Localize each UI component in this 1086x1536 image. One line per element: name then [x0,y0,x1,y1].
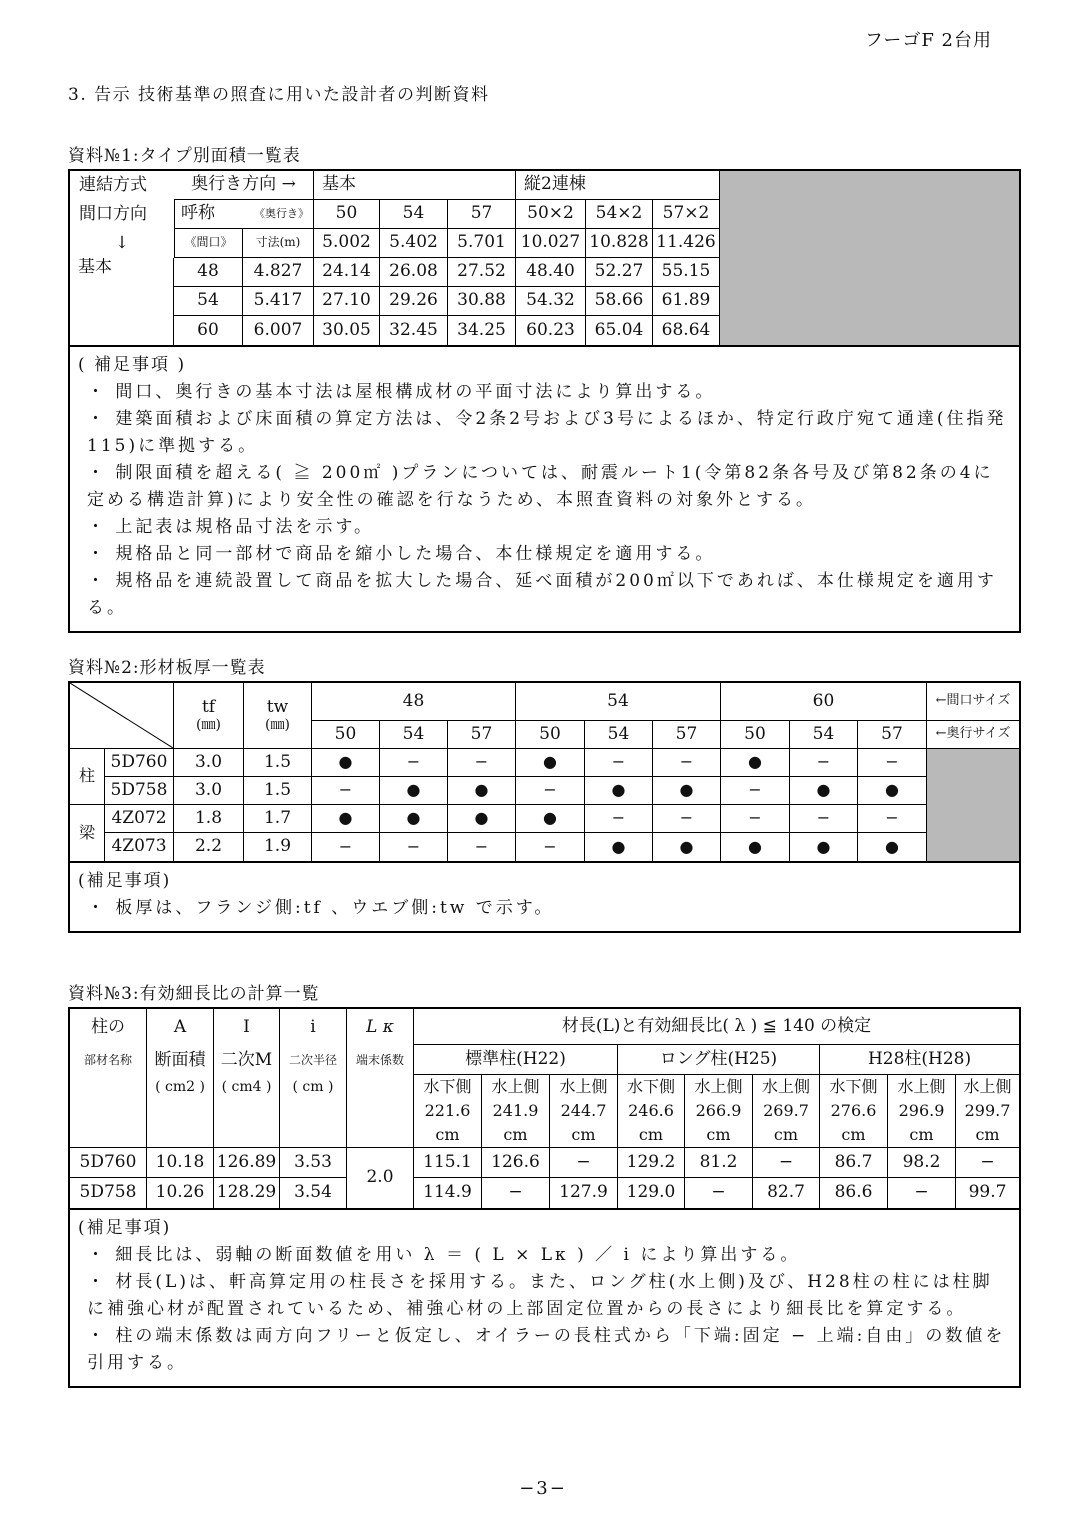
lambda-value: 81.2 [685,1148,753,1178]
area-value: 30.05 [314,316,380,345]
tw-header [244,683,312,749]
availability-mark: ● [312,749,380,777]
availability-mark: − [721,805,790,833]
depth-direction-header: 奥行き方向 → [174,171,314,200]
availability-mark: − [858,805,927,833]
span-group-header: 60 [721,683,927,721]
side-label: 水上側 [559,1077,608,1096]
area-value: 65.04 [586,316,653,345]
length-cell [685,1075,753,1148]
table3-notes [70,1210,1019,1386]
note-item: ・ 建築面積および床面積の算定方法は、令2条2号および3号によるほか、特定行政庁宛て通達(住指発115)に準拠する。 [87,409,1007,456]
availability-mark: ● [516,749,585,777]
availability-mark: − [585,805,653,833]
lambda-value: − [550,1148,618,1178]
depth-dim: 5.002 [314,229,380,258]
section-title: 3. 告示 技術基準の照査に用いた設計者の判断資料 [68,85,490,105]
tf-unit: (㎜) [196,717,221,734]
length-value: 221.6 [424,1101,471,1120]
tw-value: 1.7 [244,805,312,833]
member-h2: 部材名称 [83,1053,132,1067]
depth-name: 57×2 [653,200,720,229]
area-col-header [147,1009,214,1148]
group-header-basic: 基本 [314,171,516,200]
table2-corner-cell [70,683,174,749]
length-unit: cm [571,1125,596,1144]
length-cell [820,1075,888,1148]
lambda-value: 129.0 [618,1178,685,1208]
member-name: 5D760 [70,1148,147,1178]
table1-header-row-1 [70,171,720,200]
tw-value: 1.5 [244,749,312,777]
dim-value: 5.417 [243,287,314,316]
length-value: 299.7 [964,1101,1011,1120]
table1-box [68,169,1021,633]
availability-mark: ● [312,805,380,833]
area-value: 34.25 [448,316,516,345]
side-label: 水上側 [694,1077,743,1096]
member-col-header [70,1009,147,1148]
area-h1: A [173,1017,187,1037]
depth-size-label: ←奥行サイズ [927,721,1019,749]
length-unit: cm [975,1125,1000,1144]
note-item: ・ 間口、奥行きの基本寸法は屋根構成材の平面寸法により算出する。 [87,382,716,402]
depth-name: 54 [380,200,448,229]
availability-mark: ● [858,777,927,805]
note-item: ・ 柱の端末係数は両方向フリーと仮定し、オイラーの長柱式から「下端:固定 − 上端:自由」の数値を引用する。 [87,1326,1006,1373]
dim-label: 寸法(m) [243,229,314,258]
profile-name: 4Z073 [105,833,174,861]
length-cell [550,1075,618,1148]
lambda-value: 129.2 [618,1148,685,1178]
length-unit: cm [706,1125,731,1144]
area-value: 10.18 [147,1148,214,1178]
side-label: 水下側 [423,1077,472,1096]
tf-value: 2.2 [174,833,244,861]
corner-line2: 間口方向 [79,204,147,224]
availability-mark: ● [585,777,653,805]
area-value: 10.26 [147,1178,214,1208]
table2-title: 資料№2:形材板厚一覧表 [68,658,266,678]
table2 [70,683,1019,861]
availability-mark: ● [448,777,516,805]
length-unit: cm [841,1125,866,1144]
availability-mark: ● [790,777,858,805]
depth-name: 50 [314,200,380,229]
member-name: 5D758 [70,1178,147,1208]
radius-value: 3.53 [280,1148,347,1178]
span-value: 48 [174,258,243,287]
page-number: −3− [519,1478,567,1499]
table1-corner-cell [70,171,174,258]
tw-unit: (㎜) [265,717,290,734]
availability-mark: − [380,833,448,861]
availability-mark: − [312,777,380,805]
member-group-label: 柱 [70,749,105,805]
inertia-col-header [214,1009,280,1148]
length-cell [753,1075,820,1148]
availability-mark: − [653,749,721,777]
lambda-value: 114.9 [414,1178,482,1208]
area-value: 58.66 [586,287,653,316]
availability-mark: − [312,833,380,861]
lambda-value: 86.7 [820,1148,888,1178]
lambda-value: 127.9 [550,1178,618,1208]
area-value: 24.14 [314,258,380,287]
availability-mark: − [585,749,653,777]
table1-notes [70,347,1019,631]
area-h2: 断面積 [154,1050,206,1070]
side-label: 水上側 [491,1077,540,1096]
availability-mark: ● [721,833,790,861]
lambda-value: − [685,1178,753,1208]
depth-label: 《奥行き》 [254,206,309,220]
dim-value: 4.827 [243,258,314,287]
table2-data-row [70,805,1019,833]
note-item: ・ 規格品と同一部材で商品を縮小した場合、本仕様規定を適用する。 [87,544,716,564]
note-item: ・ 制限面積を超える( ≧ 200㎡ )プランについては、耐震ルート1(令第82条各号及び第82条の4に定める構造計算)により安全性の確認を行なうため、本照査資料の対象外とする。 [87,463,994,510]
depth-col: 54 [585,721,653,749]
kosho-label: 呼称 [181,203,215,224]
availability-mark: ● [653,777,721,805]
depth-col: 54 [380,721,448,749]
lambda-value: 86.6 [820,1178,888,1208]
table2-data-row [70,749,1019,777]
availability-mark: − [721,777,790,805]
column-group-header: ロング柱(H25) [618,1045,820,1075]
depth-col: 57 [858,721,927,749]
depth-col: 57 [653,721,721,749]
depth-col: 50 [721,721,790,749]
length-unit: cm [503,1125,528,1144]
depth-name: 57 [448,200,516,229]
length-unit: cm [909,1125,934,1144]
area-value: 68.64 [653,316,720,345]
inertia-h1: I [243,1017,250,1037]
tf-value: 3.0 [174,777,244,805]
availability-mark: ● [516,805,585,833]
length-unit: cm [638,1125,664,1144]
availability-mark: − [448,833,516,861]
note-item: ・ 材長(L)は、軒高算定用の柱長さを採用する。また、ロング柱(水上側)及び、H28柱の柱には柱脚に補強心材が配置されているため、補強心材の上部固定位置からの長さにより細長比を算定する。 [87,1272,993,1319]
table2-box [68,681,1021,933]
area-value: 27.52 [448,258,516,287]
lk-h1: L κ [366,1017,394,1037]
span-value: 54 [174,287,243,316]
depth-dim: 11.426 [653,229,720,258]
tf-label: tf [201,696,216,717]
shaded-area [720,171,1019,345]
availability-mark: − [653,805,721,833]
notes-label: (補足事項) [78,871,172,891]
side-label: 水上側 [963,1077,1012,1096]
area-value: 52.27 [586,258,653,287]
tw-value: 1.9 [244,833,312,861]
availability-mark: ● [653,833,721,861]
length-value: 266.9 [695,1101,742,1120]
length-cell [482,1075,550,1148]
radius-value: 3.54 [280,1178,347,1208]
down-arrow-icon: ↓ [114,233,130,253]
availability-mark: − [380,749,448,777]
span-value: 60 [174,316,243,345]
table3-grid-row [70,1009,1019,1210]
table3-title: 資料№3:有効細長比の計算一覧 [68,984,320,1004]
depth-dim: 10.027 [516,229,586,258]
notes-label: (補足事項) [78,1218,172,1238]
table1 [70,171,720,345]
depth-dim: 10.828 [586,229,653,258]
area-value: 54.32 [516,287,586,316]
length-value: 241.9 [492,1101,539,1120]
length-unit: cm [773,1125,799,1144]
length-cell [618,1075,685,1148]
availability-mark: ● [380,777,448,805]
side-label: 水上側 [761,1077,810,1096]
depth-dim: 5.402 [380,229,448,258]
dim-value: 6.007 [243,316,314,345]
length-value: 276.6 [830,1101,877,1120]
document-header: フーゴF 2台用 [864,30,992,51]
check-header: 材長(L)と有効細長比( λ ) ≦ 140 の検定 [414,1009,1019,1045]
area-h3: ( cm2 ) [155,1079,205,1095]
availability-mark: ● [858,833,927,861]
inertia-h2: 二次M [220,1050,273,1070]
depth-name: 54×2 [586,200,653,229]
table3 [70,1009,1019,1208]
lambda-value: − [888,1178,956,1208]
inertia-value: 128.29 [214,1178,280,1208]
radius-col-header [280,1009,347,1148]
availability-mark: − [516,777,585,805]
profile-name: 5D760 [105,749,174,777]
table3-header-row-1 [70,1009,1019,1045]
content-area [68,80,1021,1388]
span-group-header: 54 [516,683,721,721]
availability-mark: − [448,749,516,777]
span-label: 《間口》 [174,229,243,258]
lk-col-header [347,1009,414,1148]
note-item: ・ 細長比は、弱軸の断面数値を用い λ ＝ ( L × Lκ ) ／ i により算出する。 [87,1245,801,1265]
availability-mark: − [516,833,585,861]
lk-value: 2.0 [347,1148,414,1208]
span-group-header: 48 [312,683,516,721]
lambda-value: − [482,1178,550,1208]
tw-value: 1.5 [244,777,312,805]
area-value: 32.45 [380,316,448,345]
table2-data-row [70,833,1019,861]
depth-col: 50 [312,721,380,749]
row-group-label: 基本 [70,258,174,345]
table3-box [68,1007,1021,1388]
area-value: 30.88 [448,287,516,316]
diagonal-line [70,683,173,748]
table3-data-row [70,1178,1019,1208]
tf-header [174,683,244,749]
tf-value: 3.0 [174,749,244,777]
lambda-value: 126.6 [482,1148,550,1178]
shaded-area [927,749,1019,861]
area-value: 55.15 [653,258,720,287]
table2-data-row [70,777,1019,805]
depth-col: 57 [448,721,516,749]
inertia-h3: ( cm4 ) [221,1079,272,1095]
table1-data-row [70,258,720,287]
tw-label: tw [266,696,289,717]
table2-grid-row [70,683,1019,863]
kosho-header-cell [174,200,314,229]
lambda-value: 115.1 [414,1148,482,1178]
profile-name: 4Z072 [105,805,174,833]
member-h1: 柱の [91,1017,125,1037]
availability-mark: ● [448,805,516,833]
length-value: 269.7 [763,1101,809,1120]
length-unit: cm [435,1125,460,1144]
area-value: 29.26 [380,287,448,316]
lambda-value: − [753,1148,820,1178]
radius-h2: 二次半径 [288,1053,337,1067]
lambda-value: 98.2 [888,1148,956,1178]
availability-mark: − [790,805,858,833]
inertia-value: 126.89 [214,1148,280,1178]
table1-title: 資料№1:タイプ別面積一覧表 [68,146,301,166]
depth-col: 54 [790,721,858,749]
tf-value: 1.8 [174,805,244,833]
profile-name: 5D758 [105,777,174,805]
corner-line1: 連結方式 [79,175,147,195]
availability-mark: ● [380,805,448,833]
availability-mark: ● [721,749,790,777]
table2-header-row-1 [70,683,1019,721]
availability-mark: ● [585,833,653,861]
area-value: 60.23 [516,316,586,345]
member-group-label: 梁 [70,805,105,861]
length-cell [888,1075,956,1148]
area-value: 27.10 [314,287,380,316]
side-label: 水下側 [829,1077,878,1096]
side-label: 水下側 [626,1077,675,1096]
table3-data-row [70,1148,1019,1178]
column-group-header: 標準柱(H22) [414,1045,618,1075]
span-size-label: ←間口サイズ [927,683,1019,721]
table2-notes [70,863,1019,931]
area-value: 48.40 [516,258,586,287]
table1-grid-row [70,171,1019,347]
length-cell [956,1075,1019,1148]
column-group-header: H28柱(H28) [820,1045,1019,1075]
lambda-value: − [956,1148,1019,1178]
group-header-double: 縦2連棟 [516,171,720,200]
area-value: 61.89 [653,287,720,316]
radius-h1: i [310,1017,316,1037]
availability-mark: − [790,749,858,777]
lambda-value: 99.7 [968,1182,1007,1203]
depth-dim: 5.701 [448,229,516,258]
lk-h2: 端末係数 [355,1053,404,1067]
lambda-value: 82.7 [753,1178,820,1208]
length-cell [414,1075,482,1148]
note-item: ・ 板厚は、フランジ側:tf 、ウエブ側:tw で示す。 [87,898,555,918]
depth-col: 50 [516,721,585,749]
note-item: ・ 規格品を連続設置して商品を拡大した場合、延べ面積が200㎡以下であれば、本仕様規定を適用する。 [87,571,997,618]
notes-label: ( 補足事項 ) [78,355,187,375]
side-label: 水上側 [897,1077,946,1096]
length-value: 244.7 [560,1101,607,1120]
depth-name: 50×2 [516,200,586,229]
availability-mark: ● [790,833,858,861]
length-value: 246.6 [628,1101,674,1120]
note-item: ・ 上記表は規格品寸法を示す。 [87,517,375,537]
radius-h3: ( cm ) [292,1079,334,1095]
length-value: 296.9 [898,1101,945,1120]
availability-mark: − [858,749,927,777]
area-value: 26.08 [380,258,448,287]
